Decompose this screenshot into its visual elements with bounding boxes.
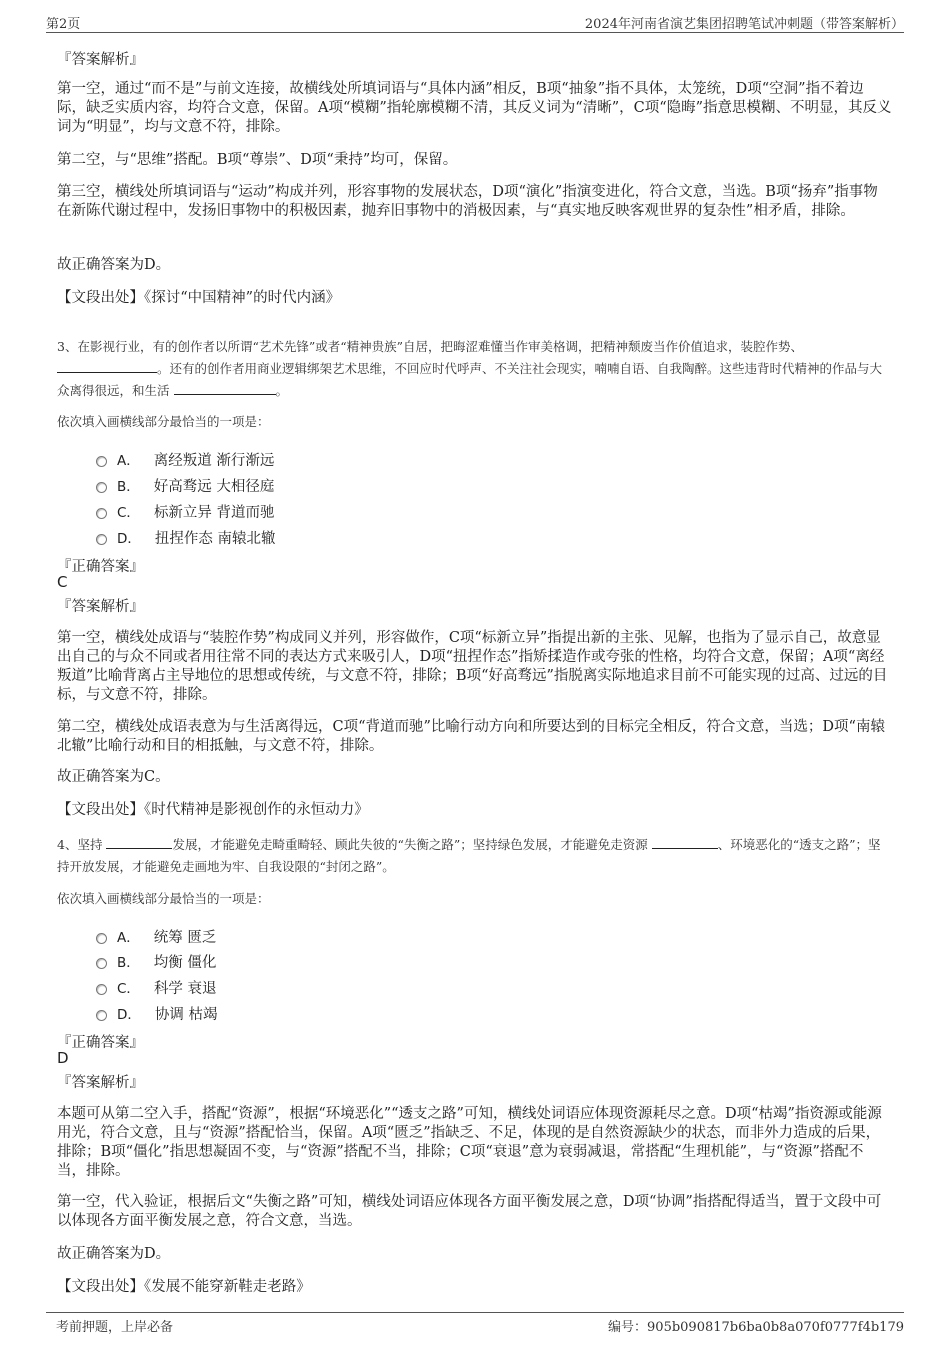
radio-icon[interactable] [96,482,107,493]
q4-stem-part-3: 、环境恶化的“透支之路”；坚持开放发展，才能避免走画地为牢、自我设限的“封闭之路”。 [57,837,881,874]
q3-stem [57,336,892,402]
q2-source: 【文段出处】《探讨“中国精神”的时代内涵》 [57,290,341,306]
option-text: 协调 枯竭 [154,1007,218,1023]
page-number: 第2页 [46,17,81,32]
option-key: B． [117,955,140,971]
radio-icon[interactable] [96,508,107,519]
option-text: 扭捏作态 南辕北辙 [154,531,276,547]
page-header [46,10,904,33]
option-key: A． [117,453,140,469]
option-text: 好高骛远 大相径庭 [153,479,275,495]
q4-prompt: 依次填入画横线部分最恰当的一项是： [57,891,270,906]
q3-stem-part-2: 。还有的创作者用商业逻辑绑架艺术思维，不回应时代呼声、不关注社会现实，喃喃自语、自我陶醉。这些违背时代精神的作品与大众离得很远，和生活 [57,361,883,398]
q4-option-d[interactable] [96,1003,218,1023]
q3-analysis-1: 第一空，横线处成语与“装腔作势”构成同义并列，形容做作，C项“标新立异”指提出新的主张、见解，也指为了显示自己，故意显出自己的与众不同或者用往常不同的表达方式来吸引人，D项“扭捏作态”指矫揉造作或夸张的性格，均符合文意，保留；A项“离经叛道”比喻背离占主导地位的思想或传统，与文意不符，排除；B项“好高骛远”指脱离实际地追求目前不可能实现的过高、过远的目标，与文意不符，排除。 [57,630,888,703]
q4-stem-part-1: 4、坚持 [57,837,103,852]
footer-slogan: 考前押题，上岸必备 [56,1320,174,1335]
option-key: B． [117,479,140,495]
radio-icon[interactable] [96,534,107,545]
q2-analysis-1: 第一空，通过“而不是”与前文连接，故横线处所填词语与“具体内涵”相反，B项“抽象”指不具体，太笼统，D项“空洞”指不着边际，缺乏实质内容，均符合文意，保留。A项“模糊”指轮廓模糊不清，其反义词为“清晰”，C项“隐晦”指意思模糊、不明显，其反义词为“明显”，均与文意不符，排除。 [57,81,892,135]
q3-option-d[interactable] [96,527,276,547]
q2-conclusion: 故正确答案为D。 [57,257,171,273]
option-text: 均衡 僵化 [153,955,217,971]
q4-blank-1 [106,836,172,849]
q4-conclusion: 故正确答案为D。 [57,1246,171,1262]
q3-option-a[interactable] [96,449,274,469]
q4-option-c[interactable] [96,977,217,997]
option-text: 统筹 匮乏 [153,930,217,946]
radio-icon[interactable] [96,933,107,944]
q3-prompt: 依次填入画横线部分最恰当的一项是： [57,414,270,429]
q4-option-a[interactable] [96,926,216,946]
q4-source: 【文段出处】《发展不能穿新鞋走老路》 [57,1279,311,1295]
q3-analysis-label: 『答案解析』 [57,599,144,615]
document-title: 2024年河南省演艺集团招聘笔试冲刺题（带答案解析） [584,17,904,32]
option-key: D． [117,1007,141,1023]
option-key: C． [117,981,140,997]
q3-option-c[interactable] [96,501,275,521]
q4-correct-label: 『正确答案』 [57,1035,144,1051]
q2-analysis-2: 第二空，与“思维”搭配。B项“尊崇”、D项“秉持”均可，保留。 [57,152,458,168]
q3-option-b[interactable] [96,475,274,495]
option-text: 科学 衰退 [153,981,217,997]
option-text: 标新立异 背道而驰 [153,505,275,521]
page-footer [46,1312,904,1333]
q4-analysis-2: 第一空，代入验证，根据后文“失衡之路”可知，横线处词语应体现各方面平衡发展之意，D项“协调”指搭配得适当，置于文段中可以体现各方面平衡发展之意，符合文意，当选。 [57,1194,882,1229]
q3-source: 【文段出处】《时代精神是影视创作的永恒动力》 [57,802,369,818]
option-key: C． [117,505,140,521]
radio-icon[interactable] [96,456,107,467]
q3-blank-1 [57,360,157,373]
radio-icon[interactable] [96,1010,107,1021]
q4-analysis-label: 『答案解析』 [57,1075,144,1091]
option-key: D． [117,531,141,547]
q4-option-b[interactable] [96,951,216,971]
q4-stem [57,834,892,878]
q4-analysis-1: 本题可从第二空入手，搭配“资源”，根据“环境恶化”“透支之路”可知，横线处词语应体现资源耗尽之意。D项“枯竭”指资源或能源用光，符合文意，且与“资源”搭配恰当，保留。A项“匮乏”指缺乏、不足，体现的是自然资源缺少的状态，而非外力造成的后果，排除；B项“僵化”指思想凝固不变，与“资源”搭配不当，排除；C项“衰退”意为衰弱减退，常搭配“生理机能”，与“资源”搭配不当，排除。 [57,1106,882,1179]
q3-stem-part-1: 3、在影视行业，有的创作者以所谓“艺术先锋”或者“精神贵族”自居，把晦涩难懂当作审美格调，把精神颓废当作价值追求，装腔作势、 [57,339,804,354]
footer-serial: 编号：905b090817b6ba0b8a070f0777f4b179 [608,1320,904,1335]
q4-blank-2 [652,836,718,849]
q3-correct-label: 『正确答案』 [57,559,144,575]
q2-analysis-label: 『答案解析』 [57,52,144,68]
q3-conclusion: 故正确答案为C。 [57,769,170,785]
option-key: A． [117,930,140,946]
q3-analysis-2: 第二空，横线处成语表意为与生活离得远，C项“背道而驰”比喻行动方向和所要达到的目标完全相反，符合文意，当选；D项“南辕北辙”比喻行动和目的相抵触，与文意不符，排除。 [57,719,885,754]
q3-stem-part-3: 。 [275,383,289,398]
q4-answer: D [57,1049,69,1067]
option-text: 离经叛道 渐行渐远 [153,453,275,469]
radio-icon[interactable] [96,984,107,995]
radio-icon[interactable] [96,958,107,969]
q3-answer: C [57,573,68,591]
q2-analysis-3: 第三空，横线处所填词语与“运动”构成并列，形容事物的发展状态，D项“演化”指演变进化，符合文意，当选。B项“扬弃”指事物在新陈代谢过程中，发扬旧事物中的积极因素，抛弃旧事物中的消极因素，与“真实地反映客观世界的复杂性”相矛盾，排除。 [57,184,878,219]
q4-stem-part-2: 发展，才能避免走畸重畸轻、顾此失彼的“失衡之路”；坚持绿色发展，才能避免走资源 [172,837,648,852]
q3-blank-2 [174,382,276,395]
